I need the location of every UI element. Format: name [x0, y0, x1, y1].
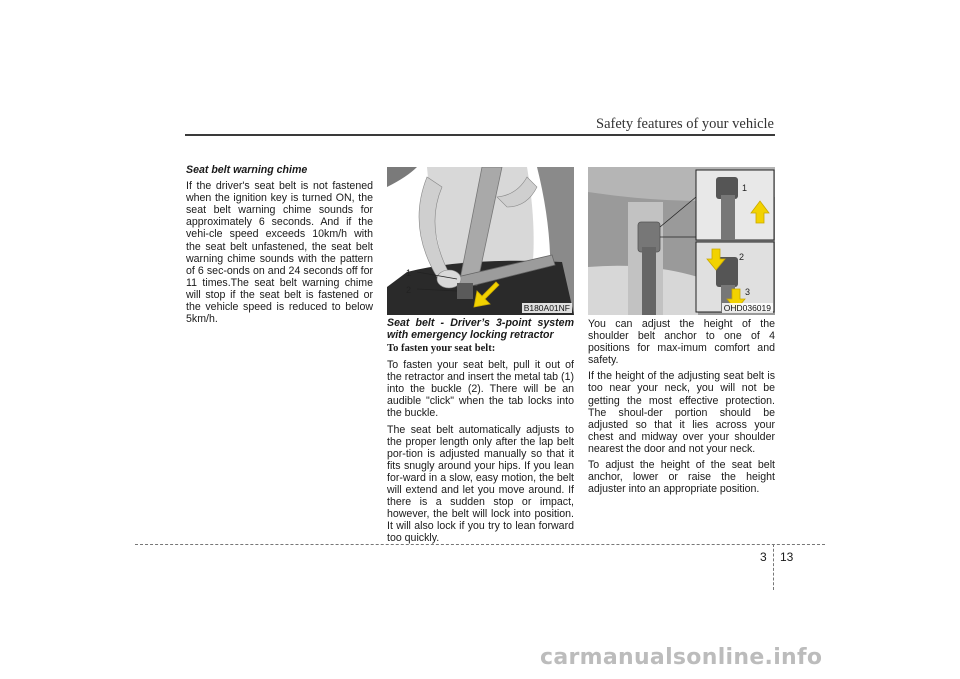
height-adjuster-illustration — [588, 167, 775, 315]
section-heading-3-point-system: Seat belt - Driver’s 3-point system with emergency locking retractor — [387, 317, 574, 341]
callout-3: 3 — [745, 287, 751, 297]
page-number: 13 — [780, 550, 794, 564]
paragraph-fasten-2: The seat belt automatically adjusts to the proper length only after the lap belt por-tion is adjusted manually so that it fits snugly around your hips. If you lean for-ward in a slow, easy motion, the belt will extend and let you move around. If there is a sudden stop or impact, however, the belt will lock into position. It will also lock if you try to lean forward too quickly. — [387, 423, 574, 545]
subheading-to-fasten: To fasten your seat belt: — [387, 343, 496, 354]
callout-1: 1 — [742, 183, 748, 193]
figure-code: OHD036019 — [723, 303, 771, 313]
column-height-adjust — [588, 318, 775, 499]
paragraph-fasten-1: To fasten your seat belt, pull it out of the retractor and insert the metal tab (1) into the buckle (2). There will be an audible "click" when the tab locks into the buckle. — [387, 359, 574, 420]
figure-code: B180A01NF — [523, 303, 570, 313]
paragraph-warning-chime: If the driver's seat belt is not fastened when the ignition key is turned ON, the seat belt warning chime sounds for approximately 6 seconds. And if the vehi-cle speed exceeds 10km/h with the seat belt unfastened, the seat belt warning chime sounds with the pattern of 6 sec-onds on and 24 seconds off for 11 times.The seat belt warning chime will stop if the seat belt is fastened or the vehicle speed is reduced to below 5km/h. — [186, 180, 373, 326]
figure-fasten-belt — [387, 167, 574, 315]
callout-1: 1 — [406, 268, 412, 278]
callout-2: 2 — [739, 252, 745, 262]
column-warning-chime — [186, 164, 373, 329]
column-fasten-belt — [387, 318, 574, 549]
paragraph-height-2: If the height of the adjusting seat belt is too near your neck, you will not be getting the most effective protection. The shoul-der portion should be adjusted so that it lies across your chest and midway over your shoulder nearest the door and not your neck. — [588, 370, 775, 455]
paragraph-height-3: To adjust the height of the seat belt anchor, lower or raise the height adjuster into an appropriate position. — [588, 459, 775, 496]
page-number-divider — [773, 544, 774, 590]
watermark: carmanualsonline.info — [540, 645, 823, 670]
chapter-number: 3 — [760, 550, 767, 564]
footer-divider — [135, 544, 825, 545]
paragraph-height-1: You can adjust the height of the shoulder belt anchor to one of 4 positions for max-imum comfort and safety. — [588, 318, 775, 367]
section-heading-warning-chime: Seat belt warning chime — [186, 164, 308, 176]
fasten-belt-illustration — [387, 167, 574, 315]
figure-height-adjuster — [588, 167, 775, 315]
running-header: Safety features of your vehicle — [596, 116, 774, 132]
callout-2: 2 — [406, 285, 412, 295]
header-divider — [185, 134, 775, 136]
